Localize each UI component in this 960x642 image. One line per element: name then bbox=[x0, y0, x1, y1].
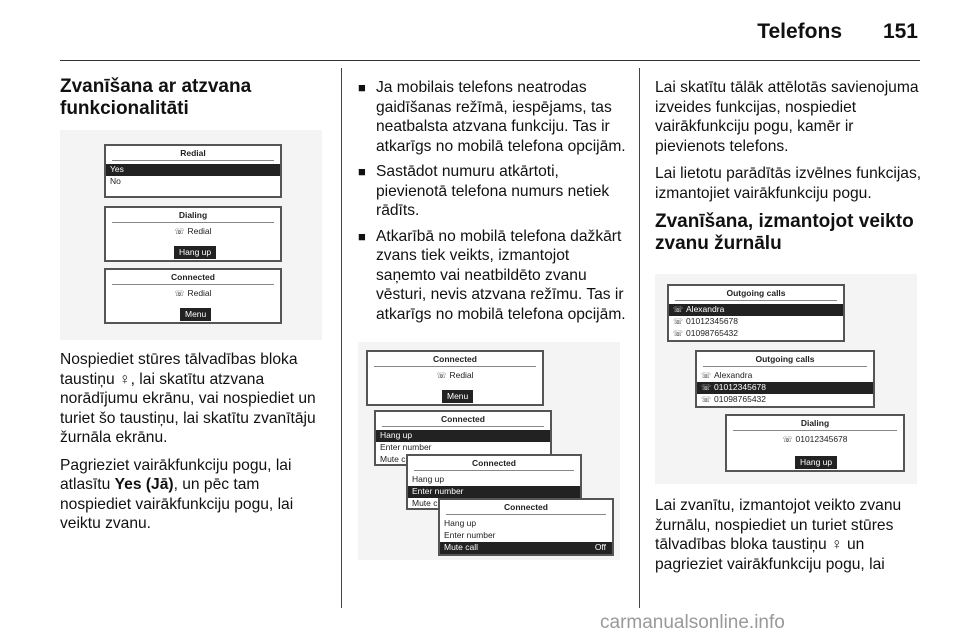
outgoing-calls-screen bbox=[667, 284, 845, 342]
call-entry: ☏ Alexandra bbox=[701, 370, 753, 380]
bullet-icon: ■ bbox=[358, 228, 366, 244]
divider bbox=[374, 366, 536, 367]
screen-title: Connected bbox=[472, 458, 516, 468]
screen-title: Redial bbox=[180, 148, 206, 158]
screen-title: Connected bbox=[171, 272, 215, 282]
menu-item-yes: Yes bbox=[106, 164, 280, 176]
screen-title: Connected bbox=[504, 502, 548, 512]
status-line: ☏ Redial bbox=[436, 370, 474, 380]
screen-title: Outgoing calls bbox=[755, 354, 815, 364]
menu-item-mute-call: Mute call Off bbox=[440, 542, 612, 554]
section-heading: Zvanīšana ar atzvana funkcionalitāti bbox=[60, 76, 252, 119]
divider bbox=[733, 430, 897, 431]
screen-title: Dialing bbox=[178, 210, 208, 220]
menu-item: Enter number bbox=[380, 442, 432, 452]
menu-item: Mute c bbox=[412, 498, 438, 508]
watermark: carmanualsonline.info bbox=[600, 612, 785, 633]
connected-screen bbox=[104, 268, 282, 324]
menu-item: Hang up bbox=[444, 518, 477, 528]
bullet-item: ■ Atkarībā no mobilā telefona dažkārt zvans tiek veikts, izmantojot saņemto vai neatbildēto zvanu vēsturi, nevis atzvana režīmu. Tas ir atkarīgs no mobilā telefona opcijām. bbox=[358, 227, 626, 323]
bullet-item: ■ Sastādot numuru atkārtoti, pievienotā telefona numurs netiek rādīts. bbox=[358, 163, 610, 219]
divider bbox=[112, 160, 274, 161]
divider bbox=[703, 366, 867, 367]
menu-item: Enter number bbox=[444, 530, 496, 540]
outgoing-calls-screen bbox=[695, 350, 875, 408]
bullet-icon: ■ bbox=[358, 164, 366, 179]
menu-item-no: No bbox=[110, 176, 121, 186]
menu-button: Menu bbox=[180, 308, 211, 321]
menu-item: Enter number bbox=[408, 486, 580, 498]
column-3 bbox=[655, 78, 923, 255]
paragraph: Nospiediet stūres tālvadības bloka taustiņu ♀, lai skatītu atzvana norādījumu ekrānu, vai nospiediet un turiet šo taustiņu, lai skatītu zvanītāju žurnāla ekrānu. bbox=[60, 351, 316, 446]
column-1-body bbox=[60, 350, 332, 542]
page-number: 151 bbox=[882, 20, 918, 43]
paragraph: Lai zvanītu, izmantojot veikto zvanu žurnālu, nospiediet un turiet stūres tālvadības bloka taustiņu ♀ un pagrieziet vairākfunkciju pogu, lai bbox=[655, 497, 902, 573]
status-line: ☏ 01012345678 bbox=[782, 434, 848, 444]
hang-up-button: Hang up bbox=[174, 246, 216, 259]
call-entry: ☏ Alexandra bbox=[669, 304, 843, 316]
phone-icon: ☏ bbox=[673, 305, 684, 314]
hang-up-button: Hang up bbox=[795, 456, 837, 469]
column-2 bbox=[358, 78, 630, 330]
phone-icon: ☏ bbox=[782, 435, 793, 444]
divider bbox=[382, 426, 544, 427]
paragraph: Lai lietotu parādītās izvēlnes funkcijas, izmantojiet vairākfunkciju pogu. bbox=[655, 165, 922, 202]
status-line: ☏ Redial bbox=[174, 288, 212, 298]
phone-icon: ☏ bbox=[174, 289, 185, 298]
page-header bbox=[0, 0, 960, 62]
header-rule bbox=[60, 60, 920, 61]
divider bbox=[675, 300, 837, 301]
menu-item: Hang up bbox=[376, 430, 550, 442]
dialing-screen bbox=[104, 206, 282, 262]
divider bbox=[112, 222, 274, 223]
connected-screen bbox=[366, 350, 544, 406]
paragraph: Lai skatītu tālāk attēlotās savienojuma izveides funkcijas, nospiediet vairākfunkciju pogu, kamēr ir pievienots telefons. bbox=[655, 79, 919, 155]
redial-screen bbox=[104, 144, 282, 198]
screen-title: Outgoing calls bbox=[726, 288, 786, 298]
phone-icon: ☏ bbox=[701, 395, 712, 404]
divider bbox=[446, 514, 606, 515]
connected-menu-screen bbox=[438, 498, 614, 556]
outgoing-calls-figure bbox=[655, 274, 917, 484]
phone-icon: ☏ bbox=[436, 371, 447, 380]
menu-item: Mute c bbox=[380, 454, 406, 464]
toggle-value: Off bbox=[594, 542, 606, 552]
divider bbox=[112, 284, 274, 285]
status-line: ☏ Redial bbox=[174, 226, 212, 236]
call-entry: ☏ 01098765432 bbox=[701, 394, 767, 404]
section-heading: Zvanīšana, izmantojot veikto zvanu žurnālu bbox=[655, 211, 914, 254]
column-1 bbox=[60, 76, 330, 120]
page-title: Telefons bbox=[757, 20, 842, 43]
column-3-body bbox=[655, 496, 923, 582]
connected-menu-figure bbox=[358, 342, 620, 560]
column-divider bbox=[639, 68, 640, 608]
phone-icon: ☏ bbox=[701, 371, 712, 380]
phone-icon: ☏ bbox=[174, 227, 185, 236]
menu-item: Hang up bbox=[412, 474, 445, 484]
call-entry: ☏ 01098765432 bbox=[673, 328, 739, 338]
bullet-icon: ■ bbox=[358, 80, 366, 95]
dialing-screen bbox=[725, 414, 905, 472]
bullet-item: ■ Ja mobilais telefons neatrodas gaidīšanas režīmā, iespējams, tas neatbalsta atzvana funkciju. Tas ir atkarīgs no mobilā telefona opcijām. bbox=[358, 79, 626, 155]
screen-title: Dialing bbox=[800, 418, 830, 428]
call-entry: ☏ 01012345678 bbox=[673, 316, 739, 326]
phone-icon: ☏ bbox=[673, 329, 684, 338]
screen-title: Connected bbox=[441, 414, 485, 424]
paragraph: Pagrieziet vairākfunkciju pogu, lai atlasītu Yes (Jā), un pēc tam nospiediet vairākfunkciju pogu, lai veiktu zvanu. bbox=[60, 456, 294, 532]
screen-title: Connected bbox=[433, 354, 477, 364]
menu-button: Menu bbox=[442, 390, 473, 403]
phone-icon: ☏ bbox=[701, 383, 712, 392]
redial-figure bbox=[60, 130, 322, 340]
call-entry: ☏ 01012345678 bbox=[697, 382, 873, 394]
divider bbox=[414, 470, 574, 471]
column-divider bbox=[341, 68, 342, 608]
phone-icon: ☏ bbox=[673, 317, 684, 326]
